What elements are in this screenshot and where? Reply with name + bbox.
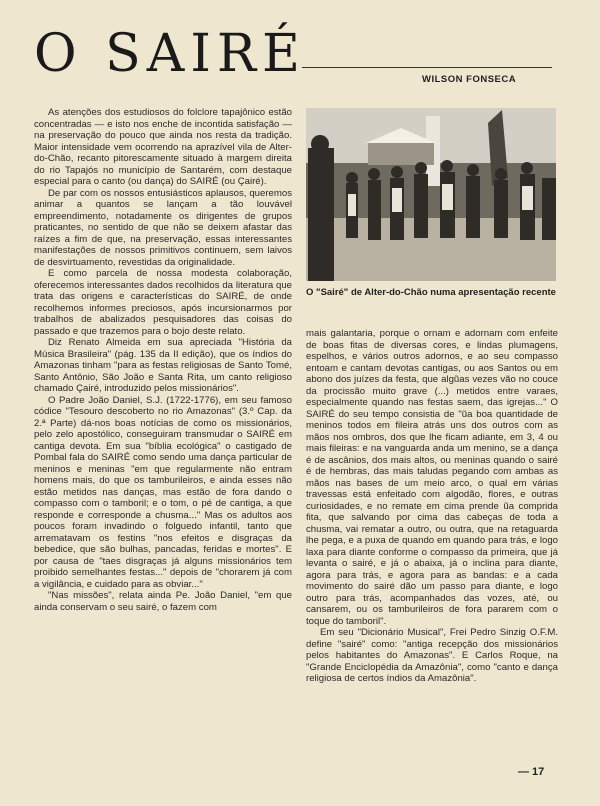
title-rule bbox=[302, 67, 552, 68]
paragraph: mais galantaria, porque o ornam e adornam com enfeite de boas fitas de diversas cores, e lindas plumagens, espelhos, e vários outros adornos, e ao seu compasso entoam e cantam devotas cantigas, ou aos Santos ou em abono dos juízes da festa, que algũas vezes vão no couce da procissão muito grave (...) metidos entre varaes, especialmente quando nas festas saem, das igrejas..." O SAIRÉ do seu tempo consistia de "ũa boa quantidade de meninos todos em fileira atrás uns dos outros com as mãos nos ombros, dos que lhe ficam adiante, em 3, 4 ou mais fileiras: e na vanguarda anda um menino, se a dança é de ascânios, dos mais altos, ou meninas quando o sairé é de hembras, das mais taludas pegando com ambas as mãos nas bases de um meio arco, o qual em várias travessas está enfeitado com algodão, flores, e outras curiosidades, e no remate em cima prende ũa comprida fita, que salvando por cima das cabeças de toda a chusma, vai rematar a outro, ou outra, que na retaguarda lhe pega, e a puxa de quando em quando para trás, e logo laxa para diante conforme o compasso da primeira, que já levanta o sairé, e já o abaixa, já o inclina para diante, agora para trás, e agora para as bandas: e a cada movimento do sairé dão um passo para diante, e logo outro para trás, acompanhados das vozes, até, ou cansarem, ou os tamburileiros de fora pararem com o toque do tamboril". bbox=[306, 328, 558, 627]
paragraph: E como parcela de nossa modesta colaboração, oferecemos interessantes dados recolhidos da literatura que trata das origens e características do SAIRÉ, de onde recolhemos informes preciosos, após incursionarmos por trabalhos de abalizados pesquisadores das coisas do passado e que trazemos para o bojo deste relato. bbox=[34, 268, 292, 337]
paragraph: Em seu "Dicionário Musical", Frei Pedro Sinzig O.F.M. define "sairé" como: "antiga recepção dos missionários pelos habitantes do Amazonas". E Carlos Roque, na "Grande Enciclopédia da Amazônia", como "canto e dança religiosa de certos índios da Amazônia". bbox=[306, 627, 558, 684]
paragraph: "Nas missões", relata ainda Pe. João Daniel, "em que ainda conservam o seu sairé, o fazem com bbox=[34, 590, 292, 613]
paragraph: Diz Renato Almeida em sua apreciada "História da Música Brasileira" (pág. 135 da II edição), que os índios do Amazonas tinham "para as festas religiosas de Santo Tomé, Santo Antônio, São João e Santa Rita, um canto religioso chamado Çairé, introduzido pelos missionários". bbox=[34, 337, 292, 394]
paragraph: De par com os nossos entusiásticos aplausos, queremos animar a quantos se lançam a tão louvável empreendimento, notadamente os dirigentes de grupos praticantes, no sentido de que não se deixem afastar das raízes a fim de que, na preservação, essas interessantes manifestações de nossos primitivos continuem, sem laivos de desvirtuamento, revestidas da originalidade. bbox=[34, 187, 292, 268]
festival-photo bbox=[306, 108, 556, 281]
author-name: WILSON FONSECA bbox=[422, 74, 517, 85]
photo-image bbox=[306, 108, 556, 281]
right-column bbox=[306, 328, 558, 768]
photo-caption: O "Sairé" de Alter-do-Chão numa apresentação recente bbox=[306, 287, 556, 298]
paragraph: O Padre João Daniel, S.J. (1722-1776), em seu famoso códice "Tesouro descoberto no rio Amazonas" (3.º Cap. da 2.ª Parte) dá-nos boas notícias de como os missionários, pelo zelo apostólico, conseguiram transmudar o SAIRÉ em cantiga devota. Em sua "bíblia ecológica" o castigado de Pombal fala do SAIRÉ como sendo uma dança particular de meninos e meninas "em que regularmente não entram homens mais, do que os tamburileiros, e ainda esses não estão metidos nas danças, mas estão de fora dando o compasso com o tamboril; e o tom, o pé de cantiga, a que responde e corresponde a chusma..." Mas os adultos aos poucos foram invadindo o folguedo infantil, tanto que arrematavam os festins "nos efeitos e disgraças da bebedice, que são bulhas, pancadas, feridas e mortes". E por causa de "taes disgraças já alguns missionários tem proibido semelhantes festas..." depois de "chorarem já com a vigilância, e cuidado para as obviar..." bbox=[34, 394, 292, 590]
page-number: — 17 bbox=[518, 766, 545, 778]
article-title: O SAIRÉ bbox=[34, 24, 306, 84]
paragraph: As atenções dos estudiosos do folclore tapajônico estão concentradas — e isto nos enche de incontida satisfação — na preservação do pouco que ainda nos resta da tradição. Maior intensidade vem ocorrendo na aprazível vila de Alter-do-Chão, recanto pitorescamente situado à margem direita do rio Tapajós no município de Santarém, com destaque especial para o canto (ou dança) do SAIRÉ (ou Çairé). bbox=[34, 107, 292, 187]
left-column bbox=[34, 107, 292, 757]
